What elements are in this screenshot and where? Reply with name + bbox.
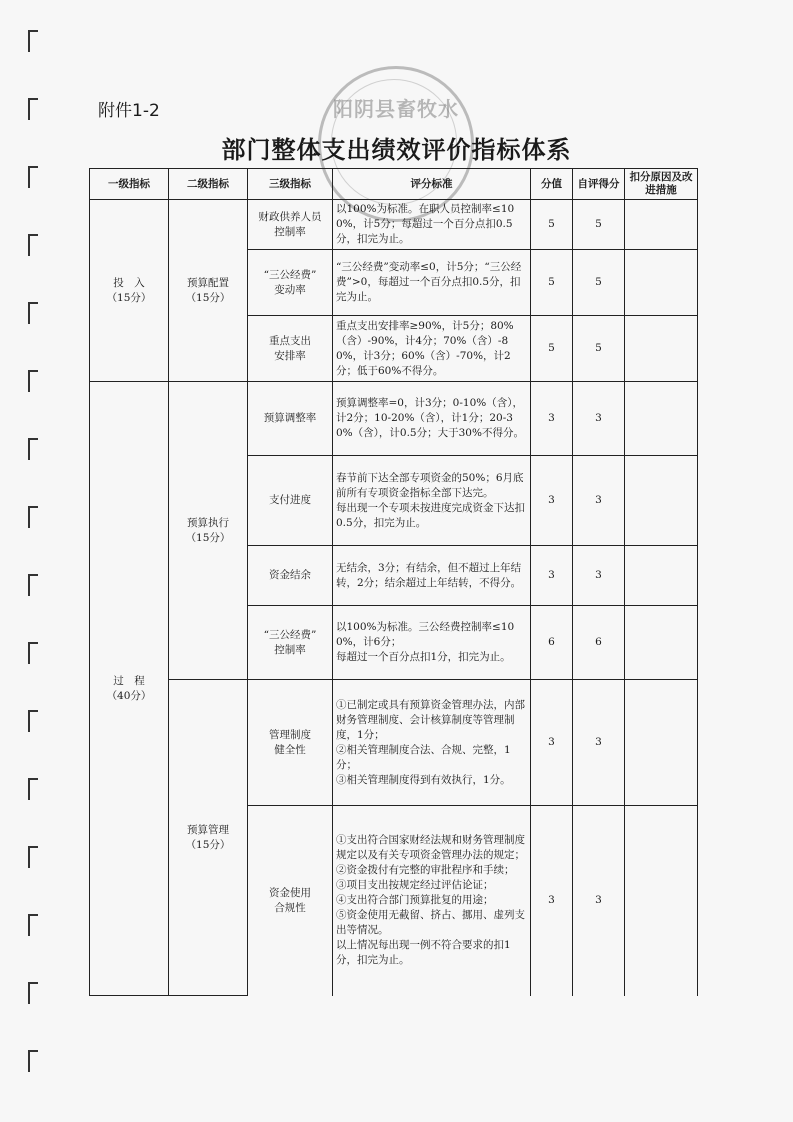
level3-cell: 财政供养人员 控制率 xyxy=(248,200,333,250)
indicator-table xyxy=(89,168,698,996)
self-score-cell: 3 xyxy=(573,382,625,456)
binding-holes xyxy=(28,30,42,1110)
table-row xyxy=(90,680,698,806)
reason-cell xyxy=(625,546,698,606)
self-score-cell: 5 xyxy=(573,316,625,382)
level1-cell: 过 程 （40分） xyxy=(90,382,169,996)
criteria-cell: ①支出符合国家财经法规和财务管理制度规定以及有关专项资金管理办法的规定； ②资金拨付有完整的审批程序和手续； ③项目支出按规定经过评估论证； ④支出符合部门预算批复的用途； ⑤资金使用无截留、挤占、挪用、虚列支出等情况。 以上情况每出现一例不符合要求的扣1分，扣完为止。 xyxy=(333,806,531,996)
page-title: 部门整体支出绩效评价指标体系 xyxy=(221,136,572,164)
stamp-text: 阳阴县畜牧水 xyxy=(333,97,459,121)
criteria-cell: 重点支出安排率≥90%，计5分；80%（含）-90%，计4分；70%（含）-80%，计3分；60%（含）-70%，计2分；低于60%不得分。 xyxy=(333,316,531,382)
self-score-cell: 6 xyxy=(573,606,625,680)
self-score-cell: 3 xyxy=(573,806,625,996)
level3-cell: 资金使用 合规性 xyxy=(248,806,333,996)
criteria-cell: “三公经费”变动率≤0，计5分；“三公经费”>0，每超过一个百分点扣0.5分，扣完为止。 xyxy=(333,250,531,316)
self-score-cell: 5 xyxy=(573,200,625,250)
level2-cell: 预算配置 （15分） xyxy=(169,200,248,382)
score-cell: 5 xyxy=(531,250,573,316)
level3-cell: 资金结余 xyxy=(248,546,333,606)
reason-cell xyxy=(625,382,698,456)
level3-cell: “三公经费” 控制率 xyxy=(248,606,333,680)
level3-cell: 管理制度 健全性 xyxy=(248,680,333,806)
table-row xyxy=(90,382,698,456)
self-score-cell: 3 xyxy=(573,680,625,806)
self-score-cell: 5 xyxy=(573,250,625,316)
criteria-cell: 以100%为标准。在职人员控制率≤100%，计5分；每超过一个百分点扣0.5分，扣完为止。 xyxy=(333,200,531,250)
reason-cell xyxy=(625,250,698,316)
criteria-cell: 春节前下达全部专项资金的50%；6月底前所有专项资金指标全部下达完。 每出现一个专项未按进度完成资金下达扣0.5分，扣完为止。 xyxy=(333,456,531,546)
self-score-cell: 3 xyxy=(573,456,625,546)
col-header-self-score: 自评得分 xyxy=(573,169,625,200)
level1-cell: 投 入 （15分） xyxy=(90,200,169,382)
criteria-cell: 以100%为标准。三公经费控制率≤100%，计6分； 每超过一个百分点扣1分，扣完为止。 xyxy=(333,606,531,680)
col-header-level2: 二级指标 xyxy=(169,169,248,200)
col-header-criteria: 评分标准 xyxy=(333,169,531,200)
score-cell: 3 xyxy=(531,456,573,546)
reason-cell xyxy=(625,456,698,546)
attachment-label: 附件1-2 xyxy=(98,101,160,121)
score-cell: 3 xyxy=(531,806,573,996)
score-cell: 3 xyxy=(531,382,573,456)
reason-cell xyxy=(625,680,698,806)
score-cell: 5 xyxy=(531,316,573,382)
score-cell: 5 xyxy=(531,200,573,250)
reason-cell xyxy=(625,316,698,382)
table-row xyxy=(90,200,698,250)
level3-cell: “三公经费” 变动率 xyxy=(248,250,333,316)
criteria-cell: 预算调整率=0，计3分；0-10%（含），计2分；10-20%（含），计1分；20-30%（含），计0.5分；大于30%不得分。 xyxy=(333,382,531,456)
criteria-cell: 无结余，3分；有结余，但不超过上年结转，2分；结余超过上年结转，不得分。 xyxy=(333,546,531,606)
col-header-score: 分值 xyxy=(531,169,573,200)
score-cell: 6 xyxy=(531,606,573,680)
score-cell: 3 xyxy=(531,546,573,606)
col-header-reason: 扣分原因及改进措施 xyxy=(625,169,698,200)
reason-cell xyxy=(625,200,698,250)
self-score-cell: 3 xyxy=(573,546,625,606)
table-header-row xyxy=(90,169,698,200)
reason-cell xyxy=(625,606,698,680)
level2-cell: 预算执行 （15分） xyxy=(169,382,248,680)
level3-cell: 预算调整率 xyxy=(248,382,333,456)
criteria-cell: ①已制定或具有预算资金管理办法，内部财务管理制度、会计核算制度等管理制度，1分； ②相关管理制度合法、合规、完整，1分； ③相关管理制度得到有效执行，1分。 xyxy=(333,680,531,806)
reason-cell xyxy=(625,806,698,996)
score-cell: 3 xyxy=(531,680,573,806)
col-header-level3: 三级指标 xyxy=(248,169,333,200)
level3-cell: 重点支出 安排率 xyxy=(248,316,333,382)
level2-cell: 预算管理 （15分） xyxy=(169,680,248,996)
col-header-level1: 一级指标 xyxy=(90,169,169,200)
level3-cell: 支付进度 xyxy=(248,456,333,546)
